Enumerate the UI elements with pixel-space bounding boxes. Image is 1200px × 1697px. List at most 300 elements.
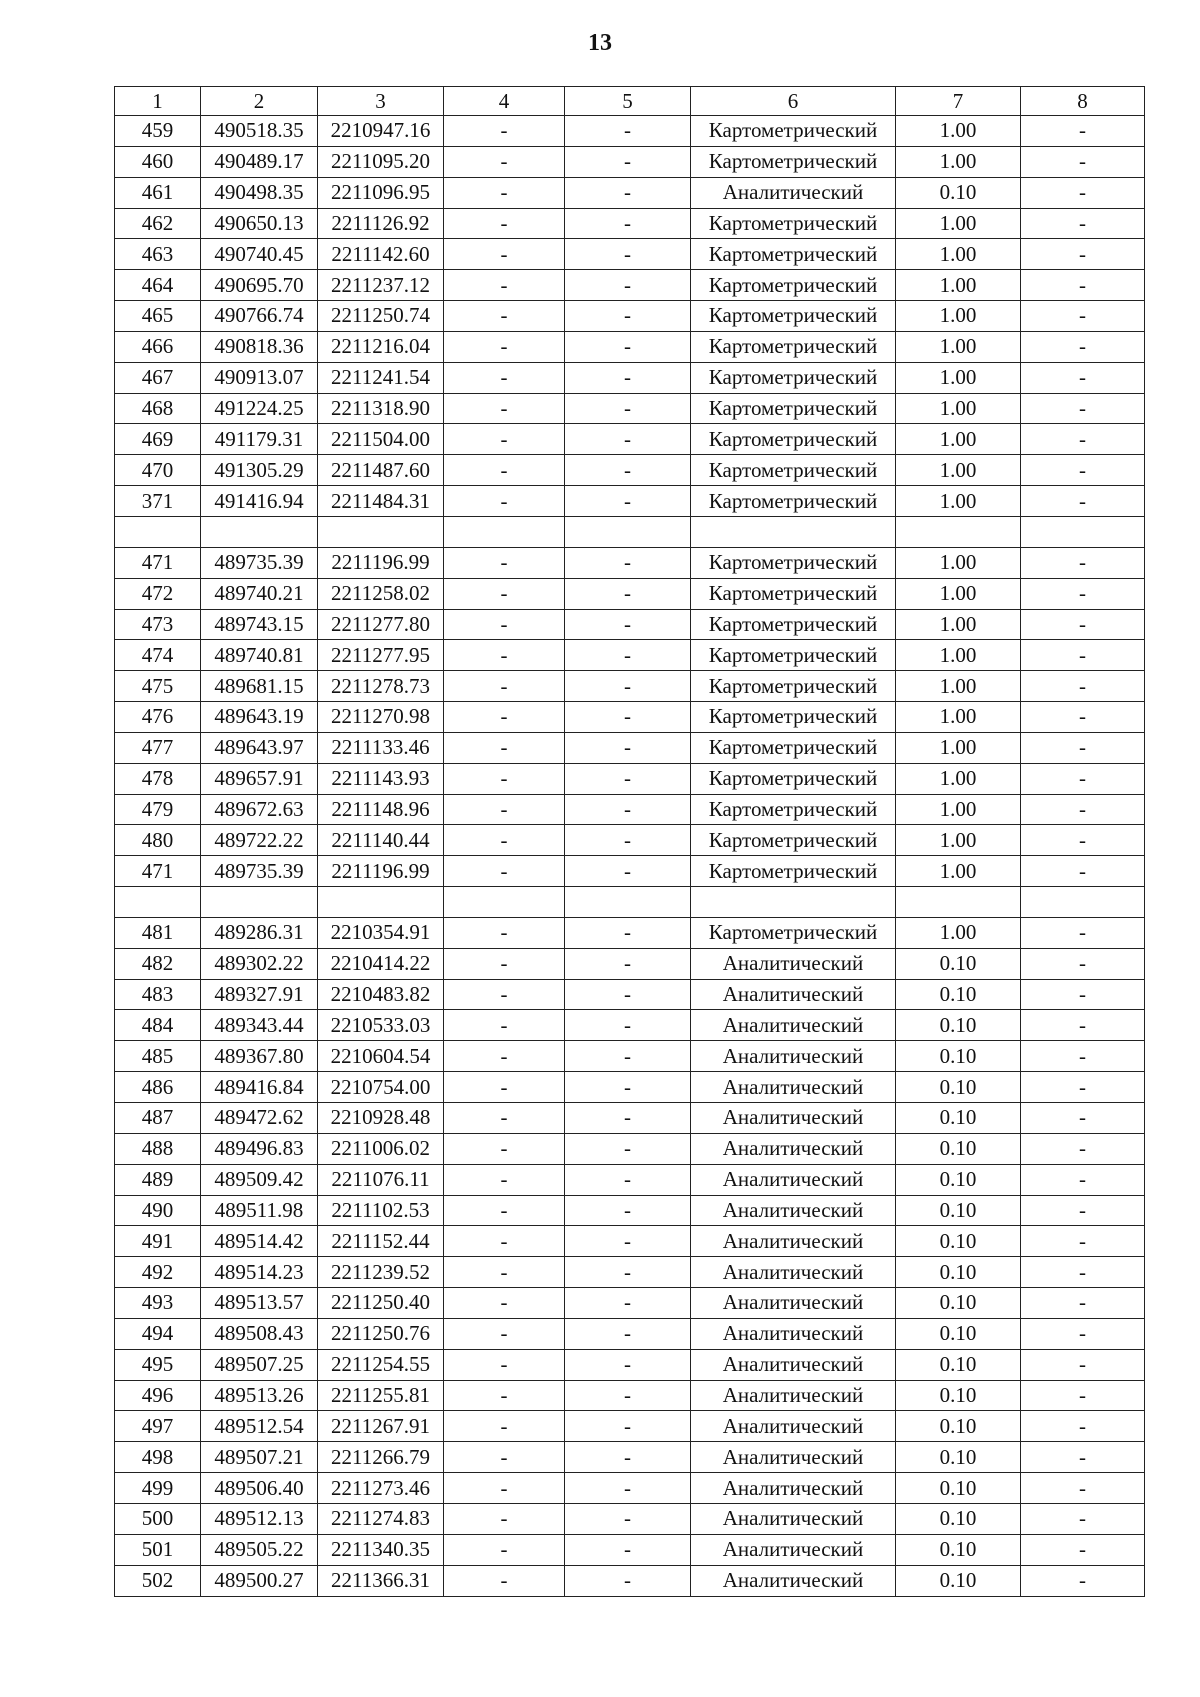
table-row <box>115 702 1145 733</box>
y-coordinate-cell: 2211250.74 <box>318 301 444 332</box>
x-coordinate-cell: 489507.21 <box>201 1442 318 1473</box>
column-4-cell: - <box>444 239 565 270</box>
column-8-cell: - <box>1021 1534 1145 1565</box>
point-number-cell: 470 <box>115 455 201 486</box>
accuracy-cell: 1.00 <box>896 331 1021 362</box>
accuracy-cell: 0.10 <box>896 979 1021 1010</box>
x-coordinate-cell: 489512.54 <box>201 1411 318 1442</box>
x-coordinate-cell: 490695.70 <box>201 270 318 301</box>
point-number-cell: 498 <box>115 1442 201 1473</box>
column-5-cell: - <box>565 1380 691 1411</box>
column-5-cell: - <box>565 671 691 702</box>
table-row <box>115 948 1145 979</box>
point-number-cell: 371 <box>115 486 201 517</box>
method-cell: Аналитический <box>691 1226 896 1257</box>
column-8-cell: - <box>1021 794 1145 825</box>
table-row <box>115 1380 1145 1411</box>
point-number-cell: 479 <box>115 794 201 825</box>
accuracy-cell: 0.10 <box>896 1442 1021 1473</box>
y-coordinate-cell: 2211142.60 <box>318 239 444 270</box>
y-coordinate-cell: 2211250.76 <box>318 1318 444 1349</box>
method-cell: Картометрический <box>691 578 896 609</box>
table-row <box>115 301 1145 332</box>
point-number-cell: 500 <box>115 1503 201 1534</box>
accuracy-cell: 1.00 <box>896 270 1021 301</box>
column-4-cell: - <box>444 1164 565 1195</box>
column-header: 6 <box>691 87 896 116</box>
column-8-cell: - <box>1021 1442 1145 1473</box>
y-coordinate-cell: 2211133.46 <box>318 732 444 763</box>
column-8-cell: - <box>1021 671 1145 702</box>
column-4-cell <box>444 887 565 918</box>
x-coordinate-cell: 489514.23 <box>201 1257 318 1288</box>
method-cell: Аналитический <box>691 1318 896 1349</box>
accuracy-cell <box>896 516 1021 547</box>
column-8-cell: - <box>1021 1226 1145 1257</box>
method-cell: Картометрический <box>691 609 896 640</box>
column-5-cell: - <box>565 424 691 455</box>
column-8-cell: - <box>1021 1473 1145 1504</box>
column-5-cell: - <box>565 609 691 640</box>
point-number-cell: 494 <box>115 1318 201 1349</box>
column-8-cell: - <box>1021 825 1145 856</box>
x-coordinate-cell: 489513.26 <box>201 1380 318 1411</box>
y-coordinate-cell: 2211096.95 <box>318 177 444 208</box>
table-row <box>115 1288 1145 1319</box>
method-cell: Аналитический <box>691 1103 896 1134</box>
column-8-cell: - <box>1021 1565 1145 1596</box>
table-row <box>115 1133 1145 1164</box>
column-5-cell: - <box>565 1534 691 1565</box>
point-number-cell: 481 <box>115 917 201 948</box>
x-coordinate-cell: 489735.39 <box>201 547 318 578</box>
column-4-cell: - <box>444 1503 565 1534</box>
method-cell: Аналитический <box>691 1195 896 1226</box>
accuracy-cell: 0.10 <box>896 1534 1021 1565</box>
y-coordinate-cell: 2211274.83 <box>318 1503 444 1534</box>
column-4-cell: - <box>444 116 565 147</box>
column-5-cell: - <box>565 1164 691 1195</box>
column-4-cell: - <box>444 1565 565 1596</box>
method-cell: Картометрический <box>691 825 896 856</box>
point-number-cell: 474 <box>115 640 201 671</box>
method-cell: Картометрический <box>691 301 896 332</box>
column-5-cell: - <box>565 301 691 332</box>
column-4-cell: - <box>444 1442 565 1473</box>
y-coordinate-cell: 2211126.92 <box>318 208 444 239</box>
column-4-cell: - <box>444 362 565 393</box>
header-row <box>115 87 1145 116</box>
column-5-cell <box>565 516 691 547</box>
y-coordinate-cell: 2210354.91 <box>318 917 444 948</box>
accuracy-cell: 0.10 <box>896 1349 1021 1380</box>
x-coordinate-cell: 489416.84 <box>201 1072 318 1103</box>
y-coordinate-cell: 2211250.40 <box>318 1288 444 1319</box>
x-coordinate-cell: 490489.17 <box>201 146 318 177</box>
table-row <box>115 1257 1145 1288</box>
y-coordinate-cell: 2211258.02 <box>318 578 444 609</box>
x-coordinate-cell: 489500.27 <box>201 1565 318 1596</box>
point-number-cell: 493 <box>115 1288 201 1319</box>
x-coordinate-cell: 490913.07 <box>201 362 318 393</box>
method-cell: Аналитический <box>691 1473 896 1504</box>
accuracy-cell: 1.00 <box>896 239 1021 270</box>
column-8-cell: - <box>1021 732 1145 763</box>
column-4-cell: - <box>444 486 565 517</box>
y-coordinate-cell: 2211366.31 <box>318 1565 444 1596</box>
column-4-cell: - <box>444 393 565 424</box>
accuracy-cell: 1.00 <box>896 578 1021 609</box>
table-row <box>115 1195 1145 1226</box>
x-coordinate-cell: 491224.25 <box>201 393 318 424</box>
point-number-cell: 485 <box>115 1041 201 1072</box>
y-coordinate-cell: 2211484.31 <box>318 486 444 517</box>
x-coordinate-cell: 490818.36 <box>201 331 318 362</box>
column-8-cell: - <box>1021 116 1145 147</box>
column-5-cell: - <box>565 702 691 733</box>
column-8-cell <box>1021 887 1145 918</box>
column-4-cell: - <box>444 1041 565 1072</box>
column-header: 1 <box>115 87 201 116</box>
column-8-cell: - <box>1021 640 1145 671</box>
point-number-cell: 475 <box>115 671 201 702</box>
column-4-cell: - <box>444 609 565 640</box>
column-4-cell: - <box>444 794 565 825</box>
accuracy-cell: 0.10 <box>896 1411 1021 1442</box>
y-coordinate-cell: 2211239.52 <box>318 1257 444 1288</box>
column-8-cell: - <box>1021 270 1145 301</box>
y-coordinate-cell: 2211266.79 <box>318 1442 444 1473</box>
table-row <box>115 1072 1145 1103</box>
method-cell: Картометрический <box>691 794 896 825</box>
y-coordinate-cell: 2211318.90 <box>318 393 444 424</box>
column-header: 4 <box>444 87 565 116</box>
x-coordinate-cell: 489513.57 <box>201 1288 318 1319</box>
table-body <box>115 116 1145 1597</box>
x-coordinate-cell: 489508.43 <box>201 1318 318 1349</box>
accuracy-cell: 1.00 <box>896 825 1021 856</box>
column-4-cell: - <box>444 208 565 239</box>
column-8-cell: - <box>1021 702 1145 733</box>
x-coordinate-cell: 489514.42 <box>201 1226 318 1257</box>
point-number-cell: 469 <box>115 424 201 455</box>
x-coordinate-cell: 489657.91 <box>201 763 318 794</box>
point-number-cell: 478 <box>115 763 201 794</box>
column-5-cell: - <box>565 732 691 763</box>
column-4-cell: - <box>444 1288 565 1319</box>
x-coordinate-cell: 489735.39 <box>201 856 318 887</box>
column-4-cell: - <box>444 301 565 332</box>
column-5-cell: - <box>565 1442 691 1473</box>
x-coordinate-cell <box>201 516 318 547</box>
column-8-cell: - <box>1021 239 1145 270</box>
column-8-cell: - <box>1021 1411 1145 1442</box>
y-coordinate-cell: 2211267.91 <box>318 1411 444 1442</box>
table-row <box>115 208 1145 239</box>
table-row <box>115 1318 1145 1349</box>
column-5-cell: - <box>565 1257 691 1288</box>
x-coordinate-cell: 489472.62 <box>201 1103 318 1134</box>
y-coordinate-cell <box>318 516 444 547</box>
point-number-cell: 483 <box>115 979 201 1010</box>
column-header: 3 <box>318 87 444 116</box>
column-5-cell: - <box>565 1411 691 1442</box>
column-4-cell: - <box>444 1010 565 1041</box>
table-row <box>115 640 1145 671</box>
column-8-cell: - <box>1021 1503 1145 1534</box>
point-number-cell: 490 <box>115 1195 201 1226</box>
table-row <box>115 331 1145 362</box>
table-row <box>115 1503 1145 1534</box>
column-8-cell: - <box>1021 177 1145 208</box>
accuracy-cell: 0.10 <box>896 1380 1021 1411</box>
accuracy-cell: 0.10 <box>896 1288 1021 1319</box>
accuracy-cell: 0.10 <box>896 1195 1021 1226</box>
table-row <box>115 825 1145 856</box>
point-number-cell: 499 <box>115 1473 201 1504</box>
method-cell: Аналитический <box>691 1072 896 1103</box>
column-8-cell: - <box>1021 331 1145 362</box>
accuracy-cell: 0.10 <box>896 1318 1021 1349</box>
y-coordinate-cell: 2210604.54 <box>318 1041 444 1072</box>
accuracy-cell: 0.10 <box>896 1072 1021 1103</box>
column-8-cell: - <box>1021 1103 1145 1134</box>
accuracy-cell: 1.00 <box>896 116 1021 147</box>
y-coordinate-cell: 2211237.12 <box>318 270 444 301</box>
column-5-cell: - <box>565 578 691 609</box>
accuracy-cell: 1.00 <box>896 393 1021 424</box>
point-number-cell: 487 <box>115 1103 201 1134</box>
accuracy-cell: 1.00 <box>896 917 1021 948</box>
point-number-cell: 495 <box>115 1349 201 1380</box>
column-5-cell: - <box>565 393 691 424</box>
column-4-cell: - <box>444 270 565 301</box>
accuracy-cell: 1.00 <box>896 640 1021 671</box>
point-number-cell: 501 <box>115 1534 201 1565</box>
x-coordinate-cell: 489505.22 <box>201 1534 318 1565</box>
accuracy-cell: 0.10 <box>896 1503 1021 1534</box>
accuracy-cell: 1.00 <box>896 362 1021 393</box>
x-coordinate-cell: 489509.42 <box>201 1164 318 1195</box>
point-number-cell: 467 <box>115 362 201 393</box>
column-8-cell: - <box>1021 1349 1145 1380</box>
column-5-cell: - <box>565 856 691 887</box>
method-cell: Картометрический <box>691 671 896 702</box>
point-number-cell: 471 <box>115 856 201 887</box>
column-5-cell: - <box>565 1195 691 1226</box>
column-4-cell: - <box>444 547 565 578</box>
x-coordinate-cell: 491179.31 <box>201 424 318 455</box>
x-coordinate-cell: 489743.15 <box>201 609 318 640</box>
method-cell <box>691 887 896 918</box>
column-8-cell: - <box>1021 1288 1145 1319</box>
point-number-cell: 502 <box>115 1565 201 1596</box>
accuracy-cell: 0.10 <box>896 1257 1021 1288</box>
column-8-cell: - <box>1021 948 1145 979</box>
accuracy-cell: 1.00 <box>896 794 1021 825</box>
y-coordinate-cell: 2211216.04 <box>318 331 444 362</box>
column-5-cell: - <box>565 825 691 856</box>
column-5-cell: - <box>565 239 691 270</box>
column-5-cell: - <box>565 979 691 1010</box>
point-number-cell: 468 <box>115 393 201 424</box>
table-row <box>115 424 1145 455</box>
point-number-cell <box>115 516 201 547</box>
y-coordinate-cell: 2211095.20 <box>318 146 444 177</box>
method-cell: Аналитический <box>691 948 896 979</box>
method-cell: Аналитический <box>691 1411 896 1442</box>
column-5-cell: - <box>565 1349 691 1380</box>
column-5-cell: - <box>565 1010 691 1041</box>
y-coordinate-cell: 2211504.00 <box>318 424 444 455</box>
point-number-cell: 489 <box>115 1164 201 1195</box>
x-coordinate-cell: 489506.40 <box>201 1473 318 1504</box>
y-coordinate-cell: 2211196.99 <box>318 547 444 578</box>
column-5-cell: - <box>565 146 691 177</box>
table-row <box>115 794 1145 825</box>
column-8-cell: - <box>1021 424 1145 455</box>
x-coordinate-cell: 489672.63 <box>201 794 318 825</box>
y-coordinate-cell: 2211255.81 <box>318 1380 444 1411</box>
column-5-cell: - <box>565 1473 691 1504</box>
method-cell: Аналитический <box>691 1288 896 1319</box>
y-coordinate-cell: 2211140.44 <box>318 825 444 856</box>
table-row <box>115 1442 1145 1473</box>
y-coordinate-cell: 2211102.53 <box>318 1195 444 1226</box>
x-coordinate-cell: 489681.15 <box>201 671 318 702</box>
x-coordinate-cell: 489302.22 <box>201 948 318 979</box>
method-cell: Аналитический <box>691 1565 896 1596</box>
point-number-cell: 488 <box>115 1133 201 1164</box>
accuracy-cell: 1.00 <box>896 732 1021 763</box>
accuracy-cell: 1.00 <box>896 547 1021 578</box>
accuracy-cell: 0.10 <box>896 1133 1021 1164</box>
method-cell: Аналитический <box>691 1380 896 1411</box>
accuracy-cell: 1.00 <box>896 208 1021 239</box>
accuracy-cell: 1.00 <box>896 424 1021 455</box>
column-4-cell: - <box>444 1103 565 1134</box>
y-coordinate-cell: 2211277.80 <box>318 609 444 640</box>
point-number-cell: 466 <box>115 331 201 362</box>
method-cell: Картометрический <box>691 486 896 517</box>
method-cell <box>691 516 896 547</box>
table-row <box>115 1473 1145 1504</box>
method-cell: Аналитический <box>691 177 896 208</box>
table-row <box>115 1041 1145 1072</box>
y-coordinate-cell: 2211340.35 <box>318 1534 444 1565</box>
point-number-cell: 460 <box>115 146 201 177</box>
method-cell: Картометрический <box>691 640 896 671</box>
table-row <box>115 455 1145 486</box>
x-coordinate-cell: 489496.83 <box>201 1133 318 1164</box>
column-4-cell: - <box>444 1380 565 1411</box>
x-coordinate-cell: 490498.35 <box>201 177 318 208</box>
accuracy-cell: 1.00 <box>896 763 1021 794</box>
column-4-cell: - <box>444 640 565 671</box>
table-row <box>115 547 1145 578</box>
table-row <box>115 1226 1145 1257</box>
column-4-cell: - <box>444 732 565 763</box>
y-coordinate-cell: 2210414.22 <box>318 948 444 979</box>
x-coordinate-cell: 489512.13 <box>201 1503 318 1534</box>
point-number-cell: 463 <box>115 239 201 270</box>
accuracy-cell: 1.00 <box>896 856 1021 887</box>
accuracy-cell: 0.10 <box>896 1164 1021 1195</box>
x-coordinate-cell: 489327.91 <box>201 979 318 1010</box>
accuracy-cell: 0.10 <box>896 1565 1021 1596</box>
column-5-cell: - <box>565 1133 691 1164</box>
column-4-cell: - <box>444 763 565 794</box>
column-5-cell: - <box>565 455 691 486</box>
y-coordinate-cell: 2210928.48 <box>318 1103 444 1134</box>
point-number-cell <box>115 887 201 918</box>
accuracy-cell: 0.10 <box>896 1103 1021 1134</box>
table-row <box>115 1534 1145 1565</box>
accuracy-cell: 1.00 <box>896 301 1021 332</box>
table-row <box>115 917 1145 948</box>
column-8-cell: - <box>1021 1318 1145 1349</box>
method-cell: Аналитический <box>691 1257 896 1288</box>
column-4-cell: - <box>444 1195 565 1226</box>
point-number-cell: 496 <box>115 1380 201 1411</box>
column-5-cell: - <box>565 362 691 393</box>
y-coordinate-cell: 2211254.55 <box>318 1349 444 1380</box>
accuracy-cell: 0.10 <box>896 1473 1021 1504</box>
y-coordinate-cell: 2210483.82 <box>318 979 444 1010</box>
column-8-cell: - <box>1021 208 1145 239</box>
point-number-cell: 459 <box>115 116 201 147</box>
column-header: 7 <box>896 87 1021 116</box>
column-8-cell: - <box>1021 486 1145 517</box>
column-5-cell: - <box>565 1288 691 1319</box>
accuracy-cell: 1.00 <box>896 609 1021 640</box>
x-coordinate-cell: 490766.74 <box>201 301 318 332</box>
point-number-cell: 492 <box>115 1257 201 1288</box>
point-number-cell: 464 <box>115 270 201 301</box>
method-cell: Картометрический <box>691 393 896 424</box>
column-8-cell: - <box>1021 1010 1145 1041</box>
table-row <box>115 1164 1145 1195</box>
column-5-cell: - <box>565 208 691 239</box>
column-8-cell: - <box>1021 1164 1145 1195</box>
x-coordinate-cell: 489286.31 <box>201 917 318 948</box>
table-row <box>115 856 1145 887</box>
y-coordinate-cell: 2211196.99 <box>318 856 444 887</box>
point-number-cell: 476 <box>115 702 201 733</box>
column-5-cell: - <box>565 1565 691 1596</box>
point-number-cell: 472 <box>115 578 201 609</box>
column-4-cell: - <box>444 1133 565 1164</box>
method-cell: Аналитический <box>691 1041 896 1072</box>
point-number-cell: 484 <box>115 1010 201 1041</box>
y-coordinate-cell: 2211277.95 <box>318 640 444 671</box>
column-8-cell: - <box>1021 1133 1145 1164</box>
y-coordinate-cell: 2211076.11 <box>318 1164 444 1195</box>
x-coordinate-cell <box>201 887 318 918</box>
method-cell: Картометрический <box>691 732 896 763</box>
y-coordinate-cell: 2210754.00 <box>318 1072 444 1103</box>
column-8-cell: - <box>1021 1257 1145 1288</box>
method-cell: Аналитический <box>691 1503 896 1534</box>
column-5-cell <box>565 887 691 918</box>
method-cell: Аналитический <box>691 1133 896 1164</box>
method-cell: Аналитический <box>691 1442 896 1473</box>
column-5-cell: - <box>565 948 691 979</box>
table-row <box>115 609 1145 640</box>
column-8-cell: - <box>1021 979 1145 1010</box>
table-row <box>115 887 1145 918</box>
method-cell: Картометрический <box>691 547 896 578</box>
